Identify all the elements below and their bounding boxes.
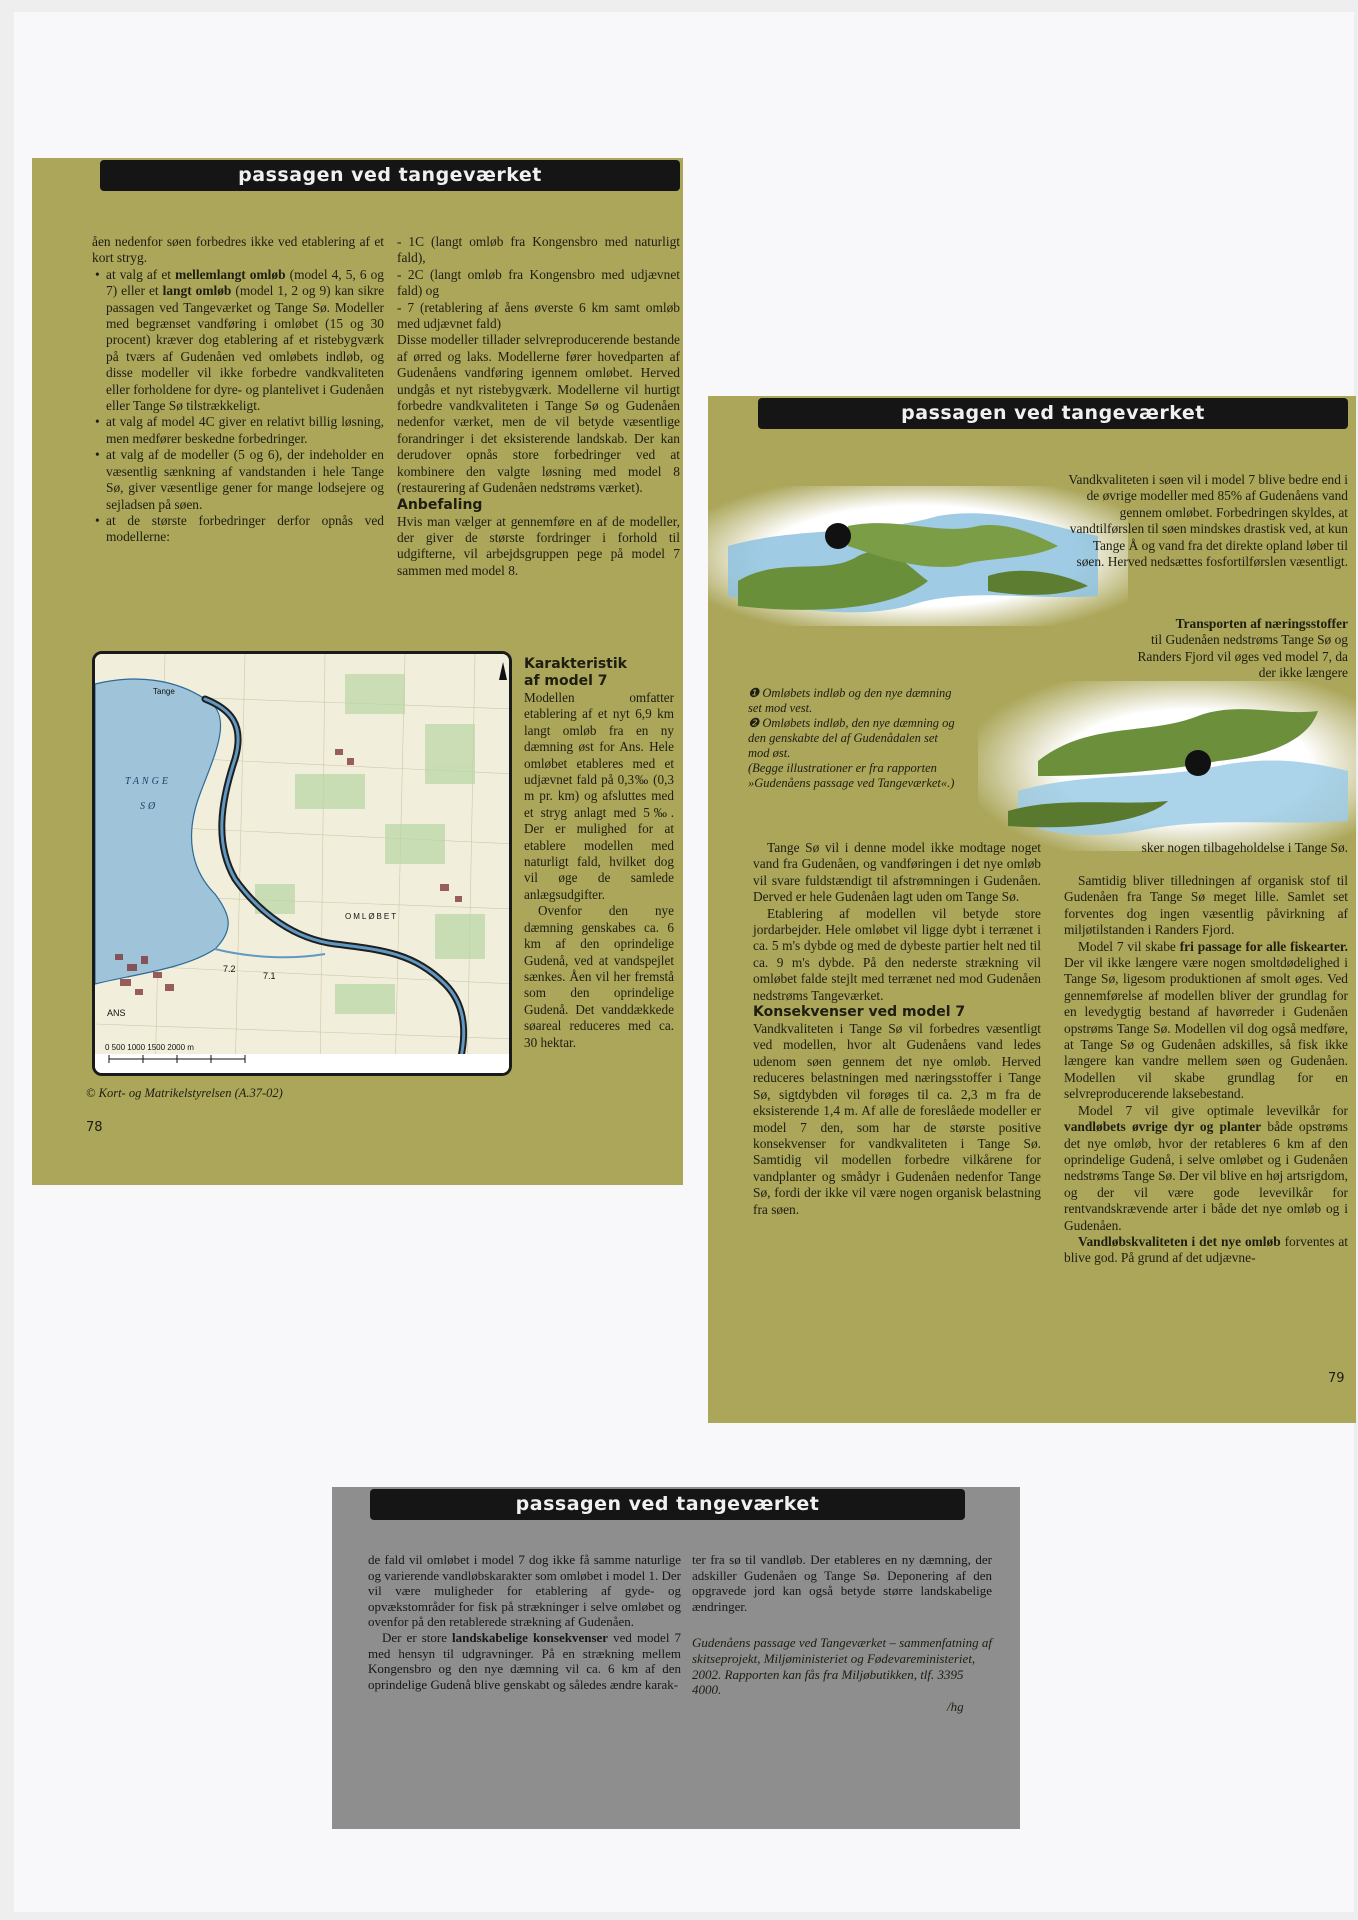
map-label-stryg: 7.2 xyxy=(223,964,236,974)
caption-line: ❷ Omløbets indløb, den nye dæmning og den genskabte del af Gudenådalen set mod øst. xyxy=(748,716,955,760)
bullet-paragraph: • at de største forbedringer derfor opnås ved modellerne: xyxy=(92,513,384,546)
illustration-marker-2: ❷ xyxy=(1188,750,1208,775)
map-label-tange: TANGE xyxy=(125,776,171,787)
section-header: passagen ved tangeværket xyxy=(100,160,680,191)
bullet-paragraph: • at valg af model 4C giver en relativt billig løsning, men medfører beskedne forbedringer. xyxy=(92,414,384,447)
section-heading: Anbefaling xyxy=(397,496,483,513)
map-credit: © Kort- og Matrikelstyrelsen (A.37-02) xyxy=(86,1086,283,1100)
caption-line: ❶ Omløbets indløb og den nye dæmning set mod vest. xyxy=(748,686,952,715)
paragraph: Model 7 vil give optimale levevilkår for vandløbets øvrige dyr og planter både opstrøms det nye omløb, hvor der retableres 6 km af den oprindelige Gudenå, i selve omløbet og i Gudenåen nedstrøms Tange Sø. Der vil blive en høj artsrigdom, og der vil være gode levevilkår for rentvandskrævende arter i både det nye omløb og i Gudenåen. xyxy=(1064,1102,1348,1233)
section-heading: Konsekvenser ved model 7 xyxy=(753,1004,966,1021)
bullet-paragraph: • at valg af de modeller (5 og 6), der indeholder en væsentlig sænkning af vandstanden i hele Tange Sø, giver væsentlige gener for mange lodsejere og sejladsen på søen. xyxy=(92,447,384,513)
transport-heading: Transporten af næringsstoffer xyxy=(1175,616,1348,631)
paragraph: Vandkvaliteten i Tange Sø vil forbedres væsentligt ved modellen, hvor alt Gudenåens vand ledes udenom søen gennem det nye omløb. Herved reduceres belastningen med næringsstoffer i Tange Sø, sigtdybden vil forøges til ca. 2,3 m fra de eksisterende 1,4 m. Af alle de foreslåede modeller er model 7 den, som har de største positive konsekvenser for vandkvaliteten i Tange Sø. Samtidig vil modellen forbedre vilkårene for vandplanter og smådyr i Gudenåen nedenfor Tange Sø, fordi der ikke vil være nogen organisk belastning fra søen. xyxy=(753,1021,1041,1217)
text-column-right xyxy=(692,1552,992,1614)
text-column-right xyxy=(1064,873,1348,1267)
scan-sheet xyxy=(14,12,1354,1912)
transport-block xyxy=(1118,616,1348,682)
text-column-side xyxy=(524,656,674,1051)
paragraph: Tange Sø vil i denne model ikke modtage noget vand fra Gudenåen, og vandføringen i det nye omløb vil svare fuldstændigt til afstrømningen i Gudenåen. Derved er hele Gudenåen lagt uden om Tange Sø. xyxy=(753,840,1041,905)
map-label-town-tange: Tange xyxy=(153,687,175,696)
section-header: passagen ved tangeværket xyxy=(370,1489,965,1520)
author-signature: /hg xyxy=(947,1699,964,1714)
paragraph: Hvis man vælger at gennemføre en af de modeller, der giver de største fordringer i forhold til udgifterne, vil arbejdsgruppen pege på model 7 sammen med model 8. xyxy=(397,513,680,578)
text-column-left xyxy=(368,1552,681,1692)
illustration-caption xyxy=(748,686,958,791)
paragraph: - 1C (langt omløb fra Kongensbro med naturligt fald), xyxy=(397,234,680,266)
bullet-paragraph: • at valg af et mellemlangt omløb (model 4, 5, 6 og 7) eller et langt omløb (model 1, 2 og 9) kan sikre passagen ved Tangeværket og Tange Sø. Modeller med begrænset vandføring i omløbet (15 og 30 procent) kræver dog etablering af et ristebygværk på tværs af Gudenåen ved omløbets indløb, og disse modeller vil ikke forbedre vandkvaliteten eller forholdene for dyre- og plantelivet i Gudenåen eller Tange Sø tilstrækkeligt. xyxy=(92,267,384,415)
map-label-soe: SØ xyxy=(140,801,159,812)
paragraph: Vandløbskvaliteten i det nye omløb forventes at blive god. På grund af det udjævne- xyxy=(1064,1233,1348,1266)
paragraph: - 2C (langt omløb fra Kongensbro med udjævnet fald) og xyxy=(397,266,680,299)
transport-text: til Gudenåen nedstrøms Tange Sø og Randers Fjord vil øges ved model 7, da der ikke længere xyxy=(1137,632,1348,681)
paragraph: de fald vil omløbet i model 7 dog ikke få samme naturlige og varierende vandløbskarakter som omløbet i model 1. Der vil være muligheder for etablering af gyde- og opvækstområder for fisk på strækninger i selve omløbet og ovenfor på den retablerede strækning af Gudenåen. xyxy=(368,1552,681,1630)
map-label-stryg-2: 7.1 xyxy=(263,971,276,981)
paragraph: Model 7 vil skabe fri passage for alle fiskearter. Der vil ikke længere være nogen smoltdødelighed i Tange Sø, ligesom produktionen af smolt øges. Ved gennemførelse af modellen bliver der grundlag for en levedygtig bestand af havørreder i Gudenåen opstrøms Tange Sø. Modellen vil dog også medføre, at Tange Sø og Gudenåen adskilles, så fisk ikke længere kan vandre mellem søen og Gudenåen. Modellen vil skabe grundlag for en selvreproducerende laksebestand. xyxy=(1064,938,1348,1102)
caption-line: (Begge illustrationer er fra rapporten »Gudenåens passage ved Tangeværket«.) xyxy=(748,761,955,790)
paragraph: Etablering af modellen vil betyde store jordarbejder. Hele omløbet vil ligge dybt i terrænet i ca. 5 m's dybde og med de dybeste partier helt ned til ca. 9 m's dybde. På den nederste strækning vil omløbet falde stejlt med terrænet ned mod Gudenåen nedstrøms Tangeværket. xyxy=(753,905,1041,1003)
text-column-left xyxy=(92,234,384,546)
paragraph: åen nedenfor søen forbedres ikke ved etablering af et kort stryg. xyxy=(92,234,384,266)
clipping-continuation xyxy=(332,1487,1020,1829)
transport-continued: sker nogen tilbageholdelse i Tange Sø. xyxy=(1141,840,1348,855)
paragraph: Ovenfor den nye dæmning genskabes ca. 6 km af den oprindelige Gudenå, ved at vandspejlet sænkes. Åen vil her fremstå som den oprindelige Gudenå. Det vanddækkede søareal reduceres med ca. 30 hektar. xyxy=(524,903,674,1050)
map-label-ans: ANS xyxy=(107,1008,126,1018)
clipping-page-78 xyxy=(32,158,683,1185)
illustration-2 xyxy=(978,681,1356,851)
illustration-marker-1: ❶ xyxy=(832,525,852,550)
section-heading: af model 7 xyxy=(524,673,608,689)
section-heading: Karakteristik xyxy=(524,656,627,672)
page-number-79: 79 xyxy=(1328,1371,1345,1386)
clipping-page-79 xyxy=(708,396,1356,1423)
paragraph: Samtidig bliver tilledningen af organisk stof til Gudenåen fra Tange Sø meget lille. Samlet set forventes dog ingen væsentlig påvirkning af miljøtilstanden i Randers Fjord. xyxy=(1064,873,1348,938)
route-map xyxy=(92,651,512,1076)
paragraph: Modellen omfatter etablering af et nyt 6,9 km langt omløb fra en ny dæmning øst for Ans. Hele omløbet etableres med et udjævnet fald på 0,3‰ (0,3 m pr. km) og afsluttes med et stryg anlagt med 5‰. Der er mulighed for at etablere modellen med naturligt fald, hvilket dog vil øge de samlede anlægsudgifter. xyxy=(524,690,674,902)
topographic-map-svg xyxy=(95,654,512,1076)
paragraph: ter fra sø til vandløb. Der etableres en ny dæmning, der adskiller Gudenåen og Tange Sø. Deponering af den opgravede jord kan også betyde større landskabelige ændringer. xyxy=(692,1552,992,1614)
page-number-78: 78 xyxy=(86,1120,103,1135)
paragraph: - 7 (retablering af åens øverste 6 km samt omløb med udjævnet fald) xyxy=(397,299,680,332)
text-column-right xyxy=(397,234,680,579)
paragraph: Disse modeller tillader selvreproducerende bestande af ørred og laks. Modellerne fører hovedparten af Gudenåens vandføring igennem omløbet. Herved undgås et nyt ristebygværk. Modellerne vil hurtigt forbedre vandkvaliteten i Tange Sø og Gudenåen nedenfor værket, men de vil betyde væsentlige forandringer i det eksisterende landskab. Der kan derudover opnås store forbedringer ved at kombinere den valgte løsning med model 8 (restaurering af Gudenåen nedstrøms værket). xyxy=(397,332,680,496)
paragraph: Der er store landskabelige konsekvenser ved model 7 med hensyn til udgravninger. På en strækning mellem Kongensbro og den nye dæmning vil ca. 6 km af den oprindelige Gudenå blive genskabt og således ændre karak- xyxy=(368,1629,681,1692)
text-column-left xyxy=(753,840,1041,1218)
section-header: passagen ved tangeværket xyxy=(758,398,1348,429)
map-scale-label: 0 500 1000 1500 2000 m xyxy=(105,1043,194,1052)
report-reference: Gudenåens passage ved Tangeværket – sammenfatning af skitseprojekt, Miljøministeriet og Fødevareministeriet, 2002. Rapporten kan fås fra Miljøbutikken, tlf. 3395 4000. xyxy=(692,1635,992,1698)
intro-right: Vandkvaliteten i søen vil i model 7 blive bedre end i de øvrige modeller med 85% af Gudenåens vand gennem omløbet. Forbedringen skyldes, at vandtilførslen til søen mindskes drastisk ved, at kun Tange Å og vand fra det direkte opland løber til søen. Herved nedsættes fosfortilførslen væsentligt. xyxy=(1068,472,1348,570)
map-label-omloeb: OMLØBET xyxy=(345,912,399,921)
